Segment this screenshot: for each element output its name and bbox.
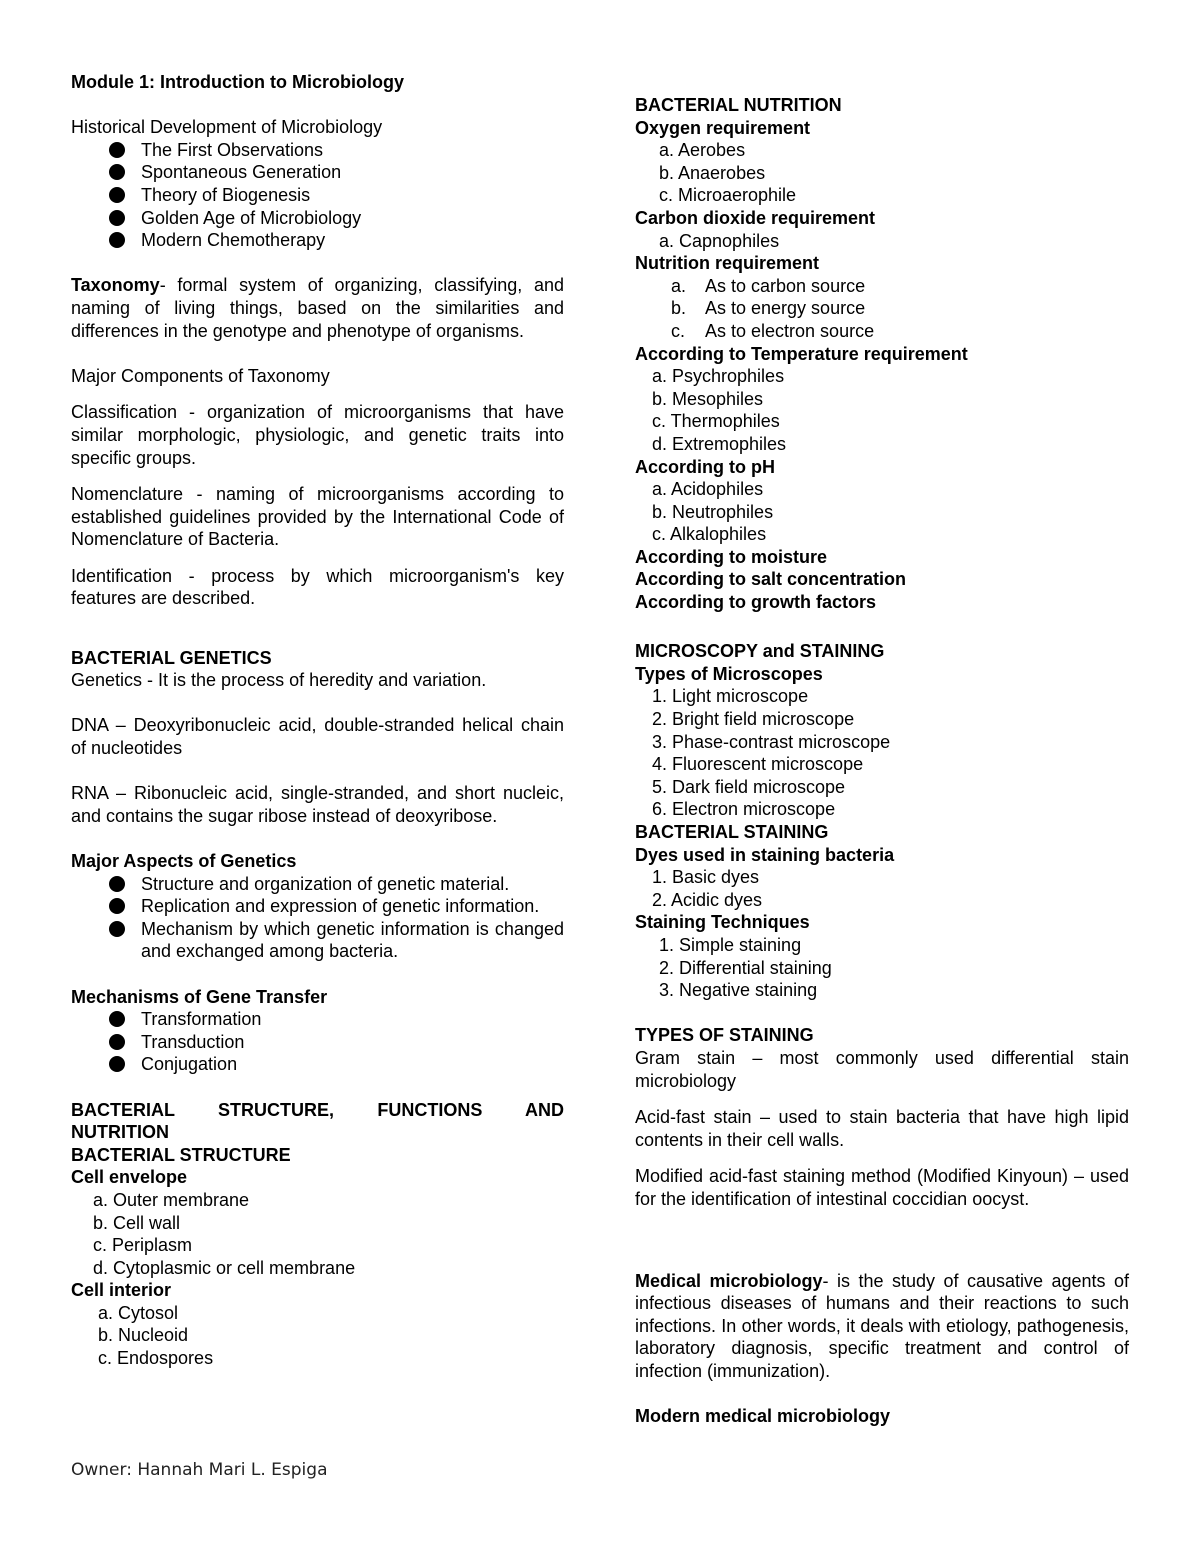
list-item: 2. Acidic dyes — [652, 889, 763, 910]
list-item: d. Extremophiles — [652, 433, 787, 454]
identification-definition: Identification - process by which microorganism's key features are described. — [71, 565, 564, 609]
staining-heading: BACTERIAL STAINING — [635, 822, 829, 842]
list-item: Transduction — [71, 1031, 564, 1054]
taxonomy-definition: Taxonomy- formal system of organizing, classifying, and — [71, 275, 564, 296]
list-item: The First Observations — [71, 139, 564, 162]
growth-factors-heading: According to growth factors — [635, 592, 877, 613]
list-item: Modern Chemotherapy — [71, 229, 564, 252]
list-item: 3. Phase-contrast microscope — [652, 731, 891, 752]
moisture-heading: According to moisture — [635, 546, 828, 567]
list-item: 1. Light microscope — [652, 686, 809, 707]
salt-heading: According to salt concentration — [635, 569, 907, 590]
list-item: c. As to electron source — [671, 320, 875, 341]
list-item: 1. Simple staining — [659, 934, 802, 955]
list-item: a. Aerobes — [659, 140, 746, 161]
aspects-list — [71, 873, 564, 963]
taxonomy-term: Taxonomy — [71, 275, 160, 296]
temperature-heading: According to Temperature requirement — [635, 343, 968, 364]
history-heading: Historical Development of Microbiology — [71, 117, 383, 138]
list-item: b. Anaerobes — [659, 162, 766, 183]
components-heading: Major Components of Taxonomy — [71, 365, 330, 386]
list-item: a. Cytosol — [98, 1302, 179, 1323]
types-of-staining-heading: TYPES OF STAINING — [635, 1025, 814, 1046]
list-item: b. Nucleoid — [98, 1325, 189, 1346]
list-item: 4. Fluorescent microscope — [652, 754, 864, 775]
list-item: a. Acidophiles — [652, 479, 764, 500]
microscopy-heading: MICROSCOPY and STAINING — [635, 641, 885, 662]
taxonomy-definition-line: naming of living things, based on the similarities and — [71, 297, 564, 318]
list-item: a. Capnophiles — [659, 230, 780, 251]
list-item: Structure and organization of genetic material. — [71, 873, 564, 896]
right-column — [635, 94, 1129, 1428]
bullet-icon — [109, 142, 125, 158]
list-item: Replication and expression of genetic information. — [71, 895, 564, 918]
left-column — [71, 71, 564, 1370]
list-item: Conjugation — [71, 1053, 564, 1076]
genetics-heading: BACTERIAL GENETICS — [71, 647, 272, 668]
classification-definition: Classification - organization of microorganisms that have similar morphologic, physiologic, and genetic traits into specific groups. — [71, 402, 564, 468]
list-item: b. Cell wall — [93, 1212, 181, 1233]
list-item: Theory of Biogenesis — [71, 184, 564, 207]
owner-footer: Owner: Hannah Mari L. Espiga — [71, 1460, 328, 1480]
list-item: 1. Basic dyes — [652, 867, 760, 888]
list-item: a. Outer membrane — [93, 1189, 250, 1210]
medical-term: Medical microbiology — [635, 1270, 823, 1291]
modern-medical-heading: Modern medical microbiology — [635, 1406, 891, 1427]
list-item: c. Endospores — [98, 1348, 214, 1369]
list-item: c. Alkalophiles — [652, 524, 767, 545]
bullet-icon — [109, 876, 125, 892]
list-item: Mechanism by which genetic information is changed and exchanged among bacteria. — [71, 918, 564, 963]
list-item: 6. Electron microscope — [652, 799, 836, 820]
list-item: 5. Dark field microscope — [652, 776, 846, 797]
transfer-list — [71, 1008, 564, 1076]
acid-fast-definition: Acid-fast stain – used to stain bacteria that have high lipid contents in their cell walls. — [635, 1107, 1129, 1150]
list-item: Golden Age of Microbiology — [71, 207, 564, 230]
genetics-definition: Genetics - It is the process of heredity and variation. — [71, 670, 487, 691]
bullet-icon — [109, 232, 125, 248]
bullet-icon — [109, 1056, 125, 1072]
module-title: Module 1: Introduction to Microbiology — [71, 72, 404, 92]
list-item: b. Mesophiles — [652, 388, 764, 409]
list-item: 2. Bright field microscope — [652, 709, 855, 730]
dna-definition: DNA – Deoxyribonucleic acid, double-stranded helical chain of nucleotides — [71, 715, 564, 759]
dyes-heading: Dyes used in staining bacteria — [635, 844, 895, 865]
list-item: 3. Negative staining — [659, 980, 818, 1001]
transfer-heading: Mechanisms of Gene Transfer — [71, 986, 328, 1007]
list-item: b. As to energy source — [671, 298, 866, 319]
list-item: c. Periplasm — [93, 1235, 193, 1256]
microscopes-heading: Types of Microscopes — [635, 663, 823, 684]
structure-subheading: BACTERIAL STRUCTURE — [71, 1144, 291, 1165]
list-item: Spontaneous Generation — [71, 161, 564, 184]
list-item: c. Microaerophile — [659, 185, 797, 206]
oxygen-heading: Oxygen requirement — [635, 117, 811, 138]
bullet-icon — [109, 1034, 125, 1050]
taxonomy-definition-line: differences in the genotype and phenotype of organisms. — [71, 320, 524, 341]
nomenclature-definition: Nomenclature - naming of microorganisms according to established guidelines provided by the International Code of Nomenclature of Bacteria. — [71, 484, 564, 550]
co2-heading: Carbon dioxide requirement — [635, 207, 876, 228]
list-item: 2. Differential staining — [659, 957, 832, 978]
interior-heading: Cell interior — [71, 1280, 172, 1301]
medical-microbiology-definition: Medical microbiology- is the study of causative agents of infectious diseases of humans and their reactions to such infections. In other words, it deals with etiology, pathogenesis, laboratory diagnosis, specific treatment and control of infection (immunization). — [635, 1270, 1129, 1382]
list-item: a. Psychrophiles — [652, 366, 785, 387]
envelope-heading: Cell envelope — [71, 1167, 188, 1188]
aspects-heading: Major Aspects of Genetics — [71, 851, 297, 871]
rna-definition: RNA – Ribonucleic acid, single-stranded, and short nucleic, and contains the sugar ribose instead of deoxyribose. — [71, 783, 564, 826]
structure-heading: BACTERIAL STRUCTURE, FUNCTIONS AND — [71, 1099, 564, 1120]
nutrition-requirement-heading: Nutrition requirement — [635, 253, 820, 274]
bullet-icon — [109, 921, 125, 937]
ph-heading: According to pH — [635, 456, 775, 477]
history-list — [71, 139, 564, 252]
list-item: d. Cytoplasmic or cell membrane — [93, 1257, 356, 1278]
bullet-icon — [109, 210, 125, 226]
modified-acid-fast-definition: Modified acid-fast staining method (Modified Kinyoun) – used for the identification of intestinal coccidian oocyst. — [635, 1166, 1129, 1209]
structure-heading-line: NUTRITION — [71, 1122, 169, 1143]
list-item: c. Thermophiles — [652, 411, 780, 432]
techniques-heading: Staining Techniques — [635, 912, 810, 933]
list-item: a. As to carbon source — [671, 275, 866, 296]
list-item: b. Neutrophiles — [652, 501, 774, 522]
bullet-icon — [109, 898, 125, 914]
bullet-icon — [109, 164, 125, 180]
bullet-icon — [109, 187, 125, 203]
gram-stain-definition: Gram stain – most commonly used differential stain microbiology — [635, 1047, 1129, 1091]
nutrition-heading: BACTERIAL NUTRITION — [635, 95, 842, 115]
bullet-icon — [109, 1011, 125, 1027]
list-item: Transformation — [71, 1008, 564, 1031]
